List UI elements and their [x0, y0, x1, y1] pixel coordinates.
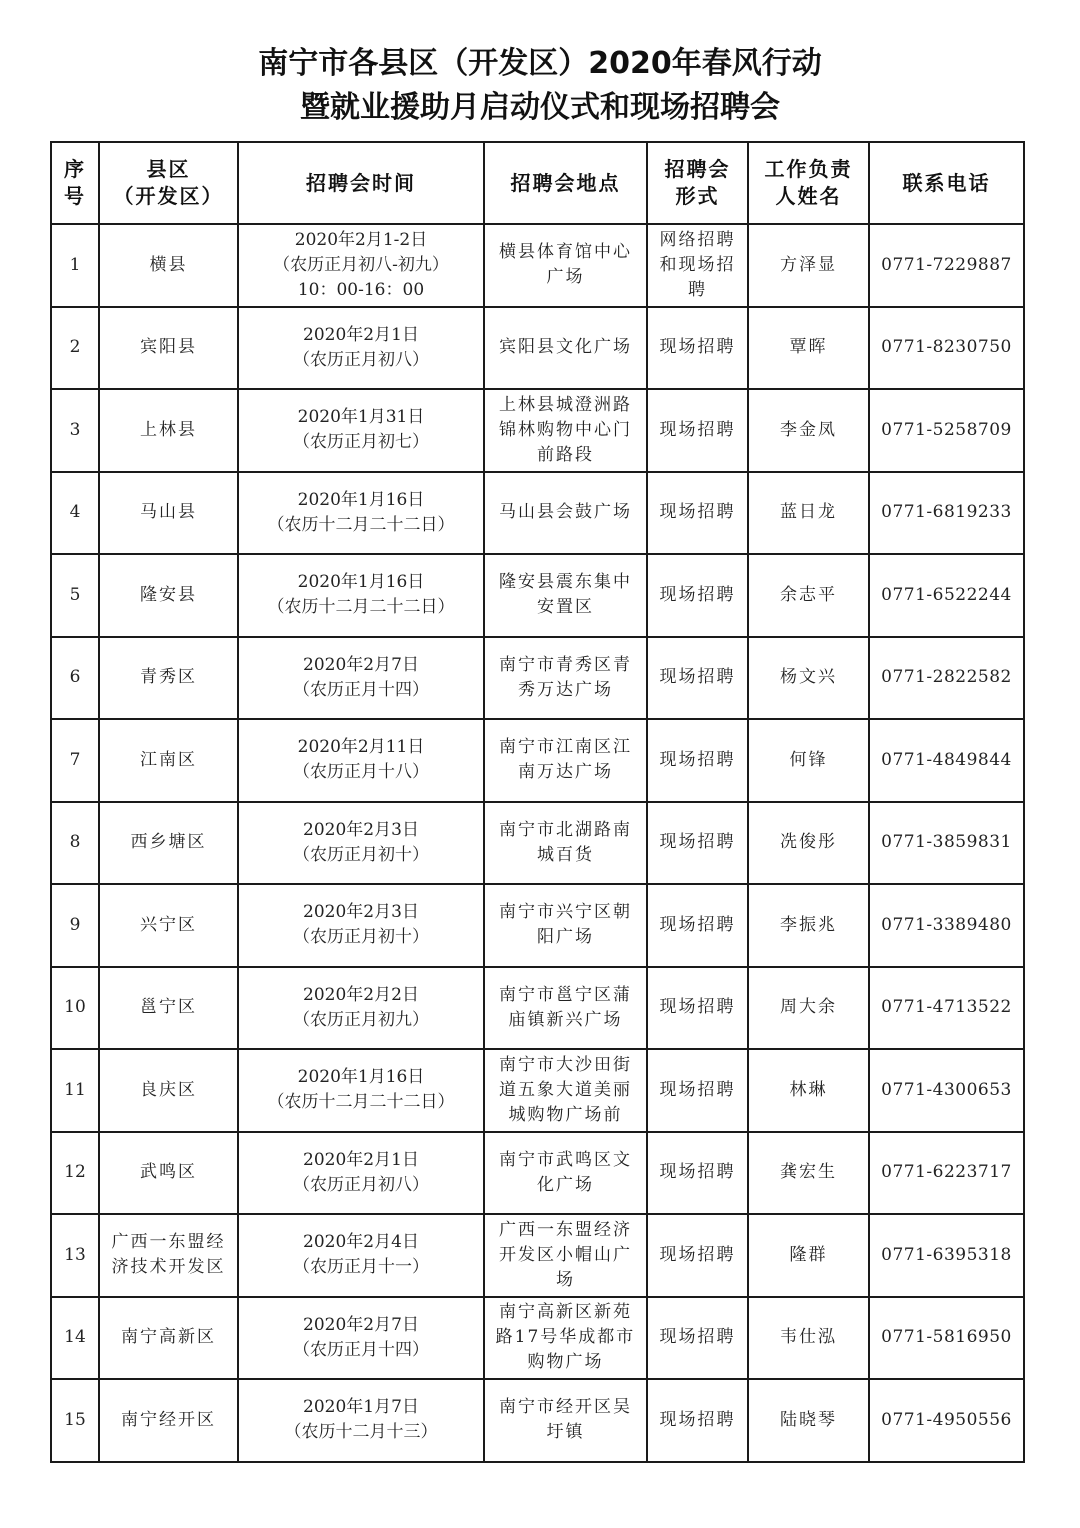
table-row — [51, 554, 1024, 637]
cell-place — [484, 1297, 647, 1380]
cell-district — [99, 1297, 238, 1380]
place-line: 隆安县震东集中 — [499, 572, 632, 593]
header-text-line: 招聘会时间 — [306, 170, 416, 195]
time-line: （农历十二月二十二日） — [267, 1092, 455, 1113]
cell-place — [484, 967, 647, 1050]
cell-district — [99, 389, 238, 472]
cell-phone: 0771-7229887 — [869, 224, 1024, 307]
cell-phone: 0771-5816950 — [869, 1297, 1024, 1380]
cell-place — [484, 554, 647, 637]
cell-district — [99, 637, 238, 720]
cell-form — [647, 719, 748, 802]
cell-form — [647, 637, 748, 720]
cell-index: 3 — [51, 389, 99, 472]
cell-phone: 0771-8230750 — [869, 307, 1024, 390]
place-line: 城购物广场前 — [508, 1104, 623, 1125]
cell-form — [647, 967, 748, 1050]
form-line: 现场招聘 — [659, 1244, 736, 1265]
district-line: 邕宁区 — [140, 997, 197, 1018]
cell-phone: 0771-4300653 — [869, 1049, 1024, 1132]
cell-time — [238, 1132, 484, 1215]
place-line: 锦林购物中心门 — [499, 419, 632, 440]
cell-index: 2 — [51, 307, 99, 390]
cell-form — [647, 884, 748, 967]
header-text-line: 号 — [64, 184, 86, 208]
time-line: （农历正月初十） — [293, 927, 429, 948]
form-line: 聘 — [688, 279, 707, 300]
cell-person: 方泽显 — [748, 224, 869, 307]
time-line: 2020年2月11日 — [297, 737, 425, 758]
place-line: 广西一东盟经济 — [499, 1219, 632, 1240]
time-line: 2020年1月7日 — [303, 1397, 419, 1418]
cell-person: 何锋 — [748, 719, 869, 802]
table-row — [51, 1132, 1024, 1215]
job-fair-schedule-table — [50, 141, 1025, 1463]
cell-time — [238, 967, 484, 1050]
cell-district — [99, 1379, 238, 1462]
cell-form — [647, 1379, 748, 1462]
cell-index: 11 — [51, 1049, 99, 1132]
cell-person: 周大余 — [748, 967, 869, 1050]
cell-time — [238, 554, 484, 637]
time-line: 2020年2月2日 — [303, 984, 419, 1005]
time-line: 2020年2月1日 — [303, 324, 419, 345]
district-line: 马山县 — [140, 502, 197, 523]
cell-time — [238, 389, 484, 472]
cell-time — [238, 472, 484, 555]
time-line: 2020年2月1日 — [303, 1149, 419, 1170]
place-line: 城百货 — [537, 844, 594, 865]
place-line: 购物广场 — [527, 1352, 604, 1373]
cell-district — [99, 719, 238, 802]
cell-index: 15 — [51, 1379, 99, 1462]
cell-form — [647, 1049, 748, 1132]
place-line: 圩镇 — [546, 1422, 585, 1443]
cell-index: 7 — [51, 719, 99, 802]
district-line: 青秀区 — [140, 667, 197, 688]
time-line: 2020年2月4日 — [303, 1232, 419, 1253]
cell-phone: 0771-6522244 — [869, 554, 1024, 637]
form-line: 现场招聘 — [659, 1079, 736, 1100]
form-line: 现场招聘 — [659, 749, 736, 770]
district-line: 济技术开发区 — [111, 1257, 226, 1278]
cell-person: 杨文兴 — [748, 637, 869, 720]
table-row — [51, 967, 1024, 1050]
cell-district — [99, 1132, 238, 1215]
cell-index: 12 — [51, 1132, 99, 1215]
form-line: 现场招聘 — [659, 1162, 736, 1183]
cell-form — [647, 802, 748, 885]
cell-time — [238, 224, 484, 307]
district-line: 上林县 — [140, 419, 197, 440]
table-row — [51, 389, 1024, 472]
title-line-2: 暨就业援助月启动仪式和现场招聘会 — [300, 90, 780, 125]
cell-form — [647, 224, 748, 307]
header-text-line: 招聘会 — [664, 157, 731, 181]
time-line: （农历十二月二十二日） — [267, 514, 455, 535]
time-line: 2020年2月7日 — [303, 1314, 419, 1335]
form-line: 现场招聘 — [659, 1327, 736, 1348]
form-line: 现场招聘 — [659, 502, 736, 523]
header-place — [484, 142, 647, 224]
district-line: 兴宁区 — [140, 914, 197, 935]
cell-form — [647, 307, 748, 390]
table-row — [51, 472, 1024, 555]
place-line: 南宁市北湖路南 — [499, 819, 632, 840]
place-line: 横县体育馆中心 — [499, 242, 632, 263]
cell-person: 龚宏生 — [748, 1132, 869, 1215]
cell-place — [484, 637, 647, 720]
cell-district — [99, 1049, 238, 1132]
form-line: 网络招聘 — [659, 229, 736, 250]
time-line: （农历正月十一） — [293, 1257, 429, 1278]
form-line: 现场招聘 — [659, 997, 736, 1018]
place-line: 广场 — [546, 267, 585, 288]
cell-place — [484, 224, 647, 307]
cell-time — [238, 307, 484, 390]
cell-place — [484, 719, 647, 802]
header-text-line: 序 — [64, 157, 86, 181]
cell-index: 4 — [51, 472, 99, 555]
place-line: 南宁市大沙田街 — [499, 1054, 632, 1075]
header-district — [99, 142, 238, 224]
place-line: 南宁市兴宁区朝 — [499, 902, 632, 923]
table-header-row — [51, 142, 1024, 224]
place-line: 阳广场 — [537, 927, 594, 948]
district-line: 南宁经开区 — [121, 1409, 216, 1430]
district-line: 隆安县 — [140, 584, 197, 605]
time-line: 2020年1月31日 — [297, 407, 425, 428]
district-line: 横县 — [149, 254, 188, 275]
form-line: 现场招聘 — [659, 584, 736, 605]
time-line: 10：00-16：00 — [297, 279, 425, 300]
district-line: 南宁高新区 — [121, 1327, 216, 1348]
place-line: 南宁市江南区江 — [499, 737, 632, 758]
table-row — [51, 1049, 1024, 1132]
cell-place — [484, 884, 647, 967]
district-line: 宾阳县 — [140, 337, 197, 358]
header-text-line: （开发区） — [113, 184, 224, 208]
cell-phone: 0771-2822582 — [869, 637, 1024, 720]
cell-district — [99, 554, 238, 637]
header-phone — [869, 142, 1024, 224]
header-text-line: 招聘会地点 — [510, 170, 621, 195]
time-line: （农历正月初八） — [293, 349, 429, 370]
cell-place — [484, 307, 647, 390]
cell-district — [99, 472, 238, 555]
place-line: 路17号华成都市 — [495, 1327, 636, 1348]
cell-phone: 0771-4713522 — [869, 967, 1024, 1050]
cell-phone: 0771-6223717 — [869, 1132, 1024, 1215]
table-row — [51, 224, 1024, 307]
form-line: 现场招聘 — [659, 337, 736, 358]
cell-place — [484, 1214, 647, 1297]
time-line: 2020年2月1-2日 — [294, 229, 428, 250]
title-line-1: 南宁市各县区（开发区）2020年春风行动 — [258, 46, 822, 81]
header-form — [647, 142, 748, 224]
cell-time — [238, 1379, 484, 1462]
form-line: 现场招聘 — [659, 832, 736, 853]
time-line: 2020年2月3日 — [303, 819, 419, 840]
cell-person: 韦仕泓 — [748, 1297, 869, 1380]
cell-index: 9 — [51, 884, 99, 967]
cell-place — [484, 1379, 647, 1462]
place-line: 南万达广场 — [518, 762, 613, 783]
header-text-line: 联系电话 — [902, 170, 991, 195]
cell-district — [99, 307, 238, 390]
cell-index: 1 — [51, 224, 99, 307]
cell-place — [484, 472, 647, 555]
table-row — [51, 307, 1024, 390]
district-line: 武鸣区 — [140, 1162, 197, 1183]
time-line: （农历正月初七） — [293, 432, 429, 453]
district-line: 广西一东盟经 — [111, 1232, 226, 1253]
cell-person: 李金凤 — [748, 389, 869, 472]
time-line: （农历正月初十） — [293, 844, 429, 865]
place-line: 庙镇新兴广场 — [508, 1009, 623, 1030]
cell-time — [238, 719, 484, 802]
place-line: 马山县会鼓广场 — [499, 502, 632, 523]
time-line: （农历正月十四） — [293, 679, 429, 700]
time-line: （农历正月十八） — [293, 762, 429, 783]
cell-phone: 0771-3389480 — [869, 884, 1024, 967]
cell-form — [647, 554, 748, 637]
cell-person: 陆晓琴 — [748, 1379, 869, 1462]
form-line: 现场招聘 — [659, 667, 736, 688]
cell-person: 余志平 — [748, 554, 869, 637]
header-text-line: 工作负责 — [764, 157, 853, 181]
header-time — [238, 142, 484, 224]
form-line: 现场招聘 — [659, 1409, 736, 1430]
header-text-line: 人姓名 — [775, 184, 842, 208]
time-line: 2020年1月16日 — [297, 572, 425, 593]
cell-person: 覃晖 — [748, 307, 869, 390]
header-person — [748, 142, 869, 224]
cell-index: 5 — [51, 554, 99, 637]
cell-person: 林琳 — [748, 1049, 869, 1132]
time-line: 2020年2月7日 — [303, 654, 419, 675]
cell-person: 蓝日龙 — [748, 472, 869, 555]
cell-time — [238, 1297, 484, 1380]
header-text-line: 县区 — [146, 157, 191, 181]
place-line: 宾阳县文化广场 — [499, 337, 632, 358]
place-line: 前路段 — [537, 444, 594, 465]
time-line: （农历十二月二十二日） — [267, 597, 455, 618]
district-line: 良庆区 — [140, 1079, 197, 1100]
header-index — [51, 142, 99, 224]
cell-person: 李振兆 — [748, 884, 869, 967]
cell-place — [484, 1132, 647, 1215]
time-line: 2020年1月16日 — [297, 1067, 425, 1088]
place-line: 开发区小帽山广 — [499, 1244, 632, 1265]
header-text-line: 形式 — [675, 184, 720, 208]
cell-district — [99, 967, 238, 1050]
cell-form — [647, 472, 748, 555]
form-line: 和现场招 — [659, 254, 736, 275]
place-line: 南宁市邕宁区蒲 — [499, 984, 632, 1005]
time-line: 2020年1月16日 — [297, 489, 425, 510]
cell-form — [647, 1214, 748, 1297]
form-line: 现场招聘 — [659, 914, 736, 935]
district-line: 江南区 — [140, 749, 197, 770]
cell-phone: 0771-6819233 — [869, 472, 1024, 555]
time-line: （农历正月初九） — [293, 1009, 429, 1030]
cell-phone: 0771-5258709 — [869, 389, 1024, 472]
time-line: （农历十二月十三） — [284, 1422, 438, 1443]
cell-place — [484, 389, 647, 472]
cell-person: 冼俊彤 — [748, 802, 869, 885]
cell-index: 10 — [51, 967, 99, 1050]
cell-district — [99, 802, 238, 885]
cell-form — [647, 1297, 748, 1380]
table-row — [51, 884, 1024, 967]
table-row — [51, 1297, 1024, 1380]
place-line: 上林县城澄洲路 — [499, 394, 632, 415]
place-line: 安置区 — [537, 597, 594, 618]
cell-time — [238, 637, 484, 720]
cell-form — [647, 389, 748, 472]
form-line: 现场招聘 — [659, 419, 736, 440]
cell-index: 14 — [51, 1297, 99, 1380]
place-line: 南宁市武鸣区文 — [499, 1149, 632, 1170]
place-line: 南宁市青秀区青 — [499, 654, 632, 675]
place-line: 南宁高新区新苑 — [499, 1302, 632, 1323]
cell-district — [99, 224, 238, 307]
table-row — [51, 802, 1024, 885]
cell-time — [238, 884, 484, 967]
time-line: （农历正月初八-初九） — [273, 254, 449, 275]
cell-form — [647, 1132, 748, 1215]
cell-index: 13 — [51, 1214, 99, 1297]
cell-phone: 0771-6395318 — [869, 1214, 1024, 1297]
table-row — [51, 719, 1024, 802]
table-row — [51, 637, 1024, 720]
cell-index: 8 — [51, 802, 99, 885]
time-line: （农历正月初八） — [293, 1174, 429, 1195]
place-line: 秀万达广场 — [518, 679, 613, 700]
cell-place — [484, 802, 647, 885]
place-line: 道五象大道美丽 — [499, 1079, 632, 1100]
document-title — [0, 42, 1080, 130]
district-line: 西乡塘区 — [130, 832, 207, 853]
table-body — [51, 224, 1024, 1462]
cell-district — [99, 1214, 238, 1297]
cell-phone: 0771-3859831 — [869, 802, 1024, 885]
place-line: 南宁市经开区吴 — [499, 1397, 632, 1418]
cell-time — [238, 802, 484, 885]
table-row — [51, 1214, 1024, 1297]
cell-index: 6 — [51, 637, 99, 720]
place-line: 化广场 — [537, 1174, 594, 1195]
cell-time — [238, 1214, 484, 1297]
place-line: 场 — [556, 1269, 575, 1290]
time-line: （农历正月十四） — [293, 1339, 429, 1360]
cell-phone: 0771-4849844 — [869, 719, 1024, 802]
cell-time — [238, 1049, 484, 1132]
cell-district — [99, 884, 238, 967]
cell-person: 隆群 — [748, 1214, 869, 1297]
cell-phone: 0771-4950556 — [869, 1379, 1024, 1462]
table-row — [51, 1379, 1024, 1462]
time-line: 2020年2月3日 — [303, 902, 419, 923]
cell-place — [484, 1049, 647, 1132]
